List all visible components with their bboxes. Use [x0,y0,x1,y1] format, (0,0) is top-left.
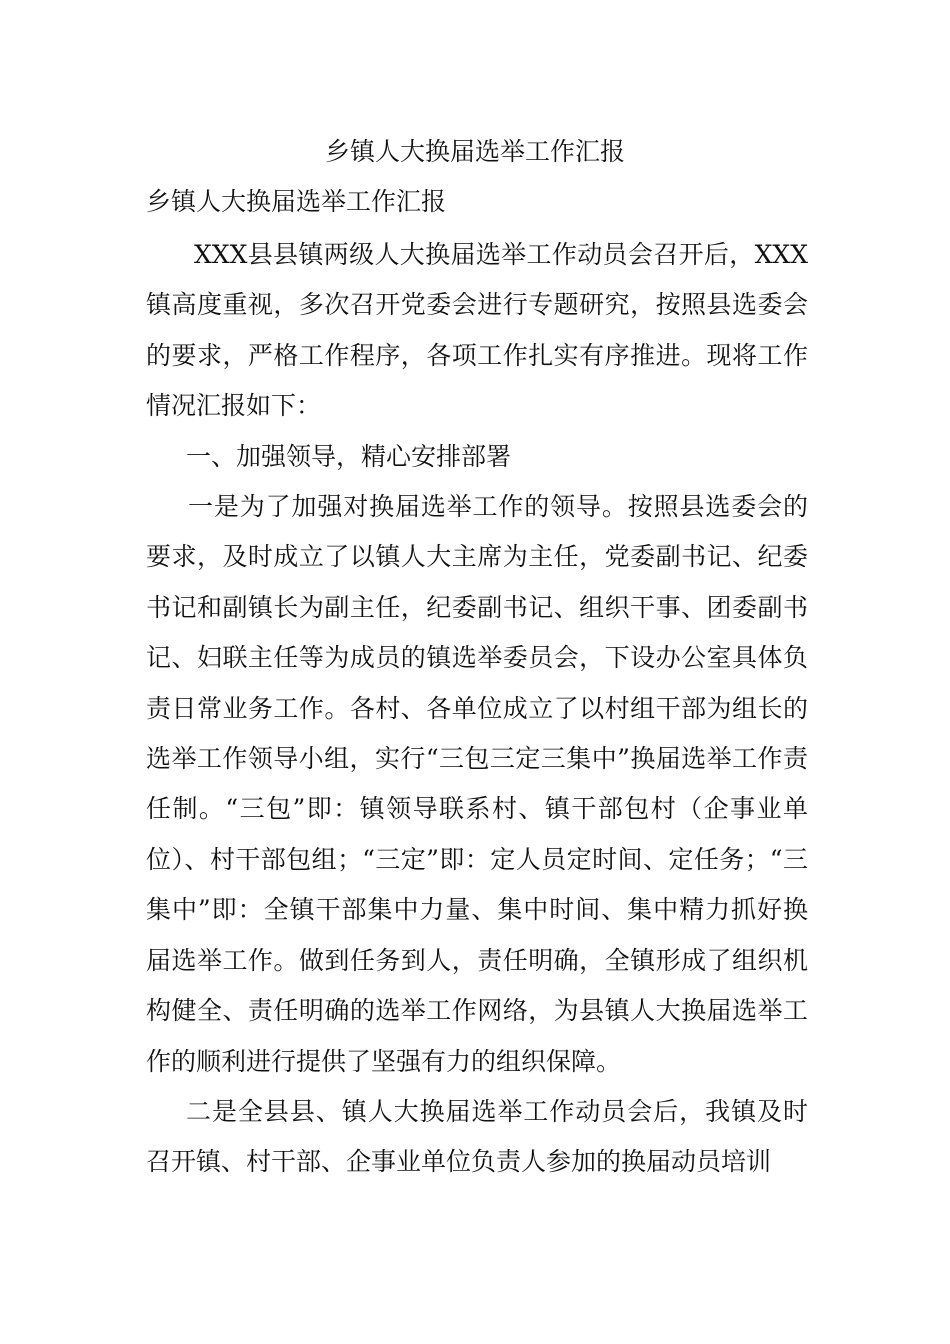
document-title: 乡镇人大换届选举工作汇报 [324,137,625,166]
paragraph-intro: XXX县县镇两级人大换届选举工作动员会召开后，XXX镇高度重视，多次召开党委会进行专题研究，按照县选委会的要求，严格工作程序，各项工作扎实有序推进。现将工作情况汇报如下： [146,240,808,421]
paragraph-point-1: 一是为了加强对换届选举工作的领导。按照县选委会的要求，及时成立了以镇人大主席为主任，党委副书记、纪委书记和副镇长为副主任，纪委副书记、组织干事、团委副书记、妇联主任等为成员的镇选举委员会，下设办公室具体负责日常业务工作。各村、各单位成立了以村组干部为组长的选举工作领导小组，实行“三包三定三集中”换届选举工作责任制。“三包”即：镇领导联系村、镇干部包村（企事业单位）、村干部包组；“三定”即：定人员定时间、定任务；“三集中”即：全镇干部集中力量、集中时间、集中精力抓好换届选举工作。做到任务到人，责任明确，全镇形成了组织机构健全、责任明确的选举工作网络，为县镇人大换届选举工作的顺利进行提供了坚强有力的组织保障。 [146,492,808,1076]
document-body [146,230,808,1188]
paragraph-point-2: 二是全县县、镇人大换届选举工作动员会后，我镇及时召开镇、村干部、企事业单位负责人参加的换届动员培训 [146,1096,808,1177]
section-heading-1: 一、加强领导，精心安排部署 [186,441,512,471]
document-subtitle: 乡镇人大换届选举工作汇报 [146,187,447,216]
